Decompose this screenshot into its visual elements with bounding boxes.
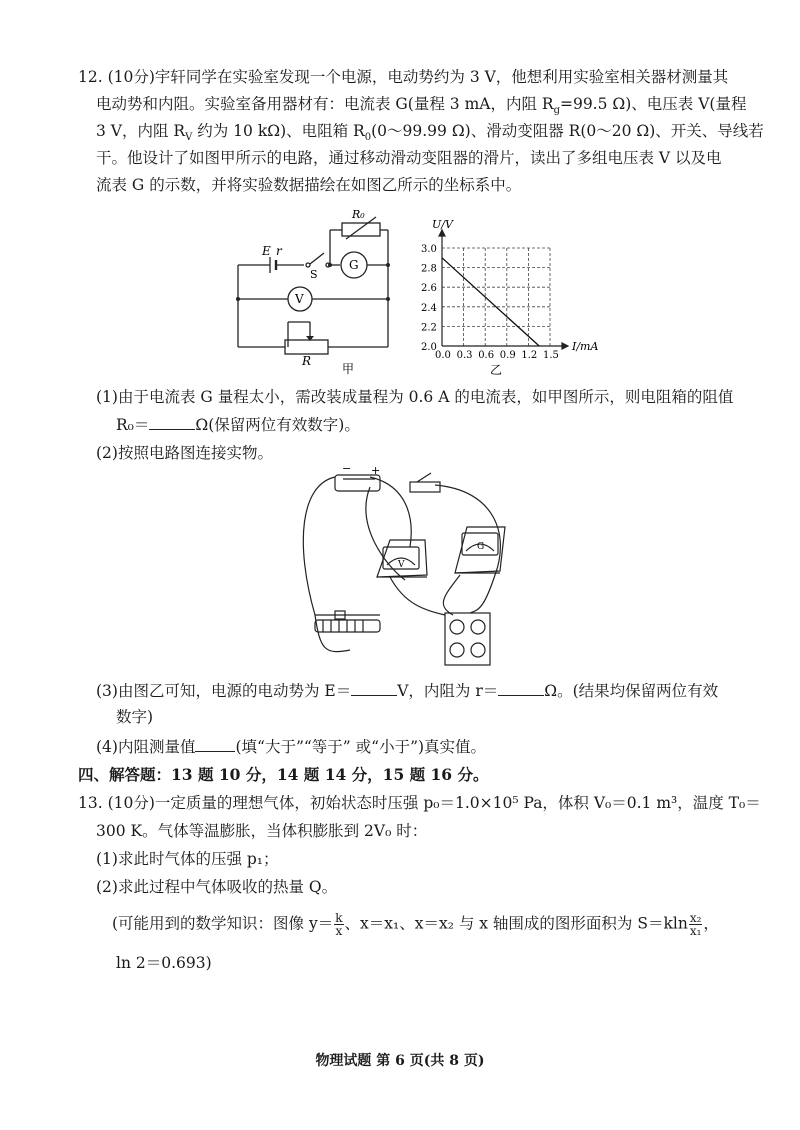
caption-jia: 甲 xyxy=(342,362,355,375)
voltmeter-label: V xyxy=(398,560,405,570)
fraction-x2-over-x1: $\frac{\text{x₂}}{\text{x₁}}$ xyxy=(689,911,702,938)
y-tick-label: 2.2 xyxy=(421,322,437,334)
q12-line3: 3 V，内阻 $R_V$ 约为 10 kΩ)、电阻箱 $R_0(0\sim 99.99$ Ω)、滑动变阻器 R(0～20 Ω)、开关、导线若 xyxy=(96,122,764,144)
q12-line5: 流表 G 的示数，并将实验数据描绘在如图乙所示的坐标系中。 xyxy=(96,176,522,194)
q12-sub3-line1: (3)由图乙可知，电源的电动势为 E＝ V，内阻为 r＝ Ω。(结果均保留两位有效 xyxy=(96,679,718,702)
battery-plus: + xyxy=(371,465,381,477)
q12-line2: 电动势和内阻。实验室备用器材有：电流表 G(量程 3 mA，内阻 $R_g=99.5$ Ω)、电压表 V(量程 xyxy=(96,95,747,117)
label-r: r xyxy=(276,244,282,258)
page-footer: 物理试题 第 6 页(共 8 页) xyxy=(315,1053,485,1069)
y-axis-label: U/V xyxy=(432,218,453,231)
q12-line1: 12. (10分)宇轩同学在实验室发现一个电源，电动势约为 3 V，他想利用实验室相关器材测量其 xyxy=(78,68,729,86)
label-G: G xyxy=(349,258,359,272)
y-tick-label: 3.0 xyxy=(421,244,437,255)
q12-sub1-line1: (1)由于电流表 G 量程太小，需改装成量程为 0.6 A 的电流表，如甲图所示，则电阻箱的阻值 xyxy=(96,388,734,406)
q13-sub2: (2)求此过程中气体吸收的热量 Q。 xyxy=(96,878,338,896)
circuit-diagram-jia xyxy=(230,205,410,375)
x-axis-label: I/mA xyxy=(572,340,599,353)
fraction-k-over-x: $\frac{k}{x}$ xyxy=(335,911,343,938)
x-tick-label: 0.3 xyxy=(456,350,473,361)
answer-blank-r[interactable] xyxy=(498,679,544,696)
y-tick-label: 2.0 xyxy=(421,342,437,353)
q12-sub2: (2)按照电路图连接实物。 xyxy=(96,444,273,462)
x-tick-label: 1.2 xyxy=(521,350,538,361)
y-tick-label: 2.6 xyxy=(421,283,437,295)
label-V: V xyxy=(295,292,304,306)
label-R0: R₀ xyxy=(352,208,365,221)
x-tick-label: 0.6 xyxy=(478,350,495,361)
apparatus-drawing xyxy=(295,465,515,670)
q13-line1: 13. (10分)一定质量的理想气体，初始状态时压强 p₀＝1.0×10⁵ Pa，体积 V₀＝0.1 m³，温度 T₀＝ xyxy=(78,794,761,812)
x-tick-label: 0.0 xyxy=(435,350,451,361)
q13-hint-line2: ln 2＝0.693) xyxy=(116,954,212,972)
q12-line4: 干。他设计了如图甲所示的电路，通过移动滑动变阻器的滑片，读出了多组电压表 V 以及电 xyxy=(96,149,722,167)
q13-line2: 300 K。气体等温膨胀，当体积膨胀到 2V₀ 时： xyxy=(96,822,428,840)
label-R: R xyxy=(302,354,312,368)
y-tick-label: 2.8 xyxy=(421,263,437,275)
x-tick-label: 1.5 xyxy=(543,350,559,361)
label-S: S xyxy=(310,268,318,281)
answer-blank-compare[interactable] xyxy=(195,735,235,752)
x-axis-arrow xyxy=(562,343,568,349)
label-E: E xyxy=(262,244,271,258)
q12-sub1-line2: R₀＝ Ω(保留两位有效数字)。 xyxy=(116,413,360,436)
y-tick-label: 2.4 xyxy=(421,302,437,314)
data-series-line xyxy=(442,258,539,346)
galvanometer-label: G xyxy=(477,542,485,552)
x-tick-label: 0.9 xyxy=(499,350,516,361)
answer-blank-E[interactable] xyxy=(351,679,397,696)
q13-sub1: (1)求此时气体的压强 p₁； xyxy=(96,850,279,868)
section-4-heading: 四、解答题：13 题 10 分，14 题 14 分，15 题 16 分。 xyxy=(78,765,489,784)
q13-hint-line1: (可能用到的数学知识：图像 y＝ $\frac{k}{x}$ 、x＝x₁、x＝x₂ 与 x 轴围成的图形面积为 S＝kln $\frac{\text{x₂}}{\text{x₁}}$ ， xyxy=(112,911,719,938)
caption-yi: 乙 xyxy=(490,363,503,377)
q12-sub4: (4)内阻测量值 (填“大于”“等于” 或“小于”)真实值。 xyxy=(96,735,486,758)
u-i-graph-yi xyxy=(420,218,600,378)
battery-minus: − xyxy=(342,465,352,475)
q12-sub3-line2: 数字) xyxy=(116,708,154,726)
answer-blank-R0[interactable] xyxy=(149,413,195,430)
